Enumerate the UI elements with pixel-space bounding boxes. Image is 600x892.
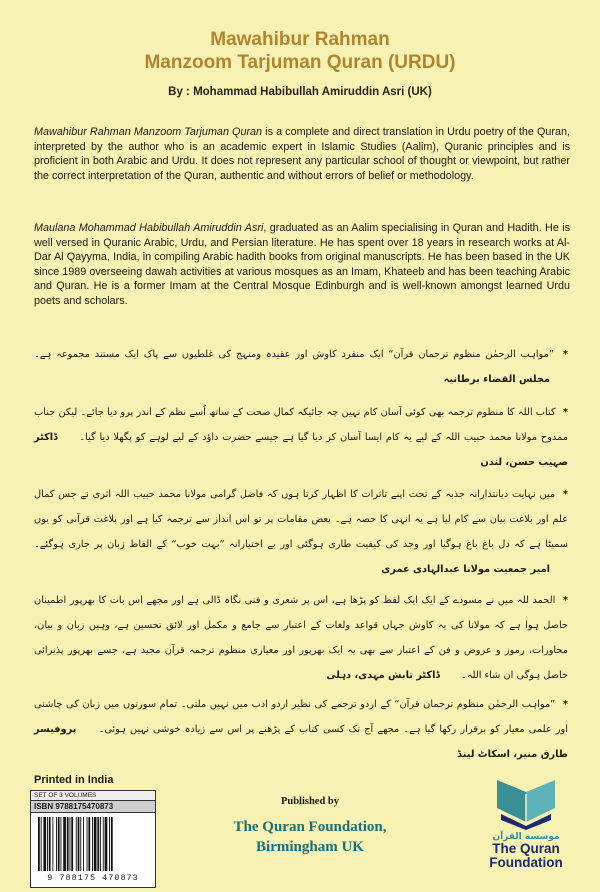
title-line-2: Manzoom Tarjuman Quran (URDU) (144, 52, 456, 73)
author-name-inline: Maulana Mohammad Habibullah Amiruddin Asri (34, 222, 264, 234)
barcode-panel (30, 790, 156, 888)
header (0, 28, 600, 98)
review-5 (34, 692, 568, 767)
isbn-label: ISBN 9788175470873 (31, 801, 155, 813)
set-label: SET OF 3 VOLUMES (31, 791, 155, 801)
publisher-block (190, 796, 430, 857)
review-1 (34, 342, 568, 392)
open-book-icon (491, 778, 561, 830)
review-2-text: کتاب اللہ کا منظوم ترجمہ بھی کوئی آسان کام نہیں چہ جائیکہ کمال صحت کے ساتھ اُسے نظم کے اندر پرو دیا جائے۔ لیکن جناب ممدوح مولانا محمد حبیب اللہ کے لیے یہ کام ایسا آسان کر دیا گیا ہے جیسے حضرت داؤد کے لیے لوہے کو پگھلا دیا گیا۔ (34, 407, 568, 443)
bullet: * (562, 349, 568, 360)
publisher-logo (476, 778, 576, 890)
author-line: By : Mohammad Habibullah Amiruddin Asri (UK) (168, 86, 432, 98)
review-2 (34, 400, 568, 475)
bullet: * (562, 595, 568, 606)
review-5-text: ”مواہب الرحمٰن منظوم ترجمان قرآن“ کے اردو ترجمے کی نظیر اردو ادب میں نہیں ملتی۔ تمام سورتوں میں زبان کی چاشنی اور علمی معیار کو برقرار رکھا گیا ہے۔ مجھے آج تک کسی کتاب کے پڑھنے پر اس سے زیادہ خوشی نہیں ہوئی۔ (34, 699, 568, 735)
bullet: * (562, 699, 568, 710)
footer (0, 770, 600, 892)
publisher-city: Birmingham UK (256, 839, 364, 855)
review-1-text: ”مواہب الرحمٰن منظوم ترجمان قرآن“ ایک منفرد کاوش اور عقیدہ ومنہج کی غلطیوں سے پاک ایک مستند مجموعہ ہے۔ (34, 349, 555, 360)
logo-line-2: Foundation (489, 855, 563, 870)
review-5-signature: پروفیسر طارق منیر، اسکاٹ لینڈ (34, 724, 568, 760)
review-4-signature: ڈاکٹر تابش مہدی، دہلی (326, 670, 440, 681)
printed-in-label: Printed in India (34, 774, 114, 786)
logo-arabic-text: موسسة القرآن (492, 832, 560, 842)
review-2-signature: ڈاکٹر صہیب حسن، لندن (34, 432, 568, 468)
book-title-inline: Mawahibur Rahman Manzoom Tarjuman Quran (34, 126, 263, 138)
published-by-label: Published by (280, 796, 340, 807)
review-1-signature: مجلس القضاء برطانیہ (443, 374, 550, 385)
review-4 (34, 588, 568, 688)
review-3 (34, 482, 568, 582)
description-paragraph (34, 125, 570, 183)
title-line-1: Mawahibur Rahman (210, 29, 390, 50)
description-text: is a complete and direct translation in Urdu poetry of the Quran, interpreted by the author who is an academic expert in Islamic Studies (Aalim), Quranic principles and is proficient in both Arabic and Urdu. It does not represent any particular school of thought or viewpoint, but rather the correct interpretation of the Quran, authentic and without errors of belief or methodology. (34, 126, 570, 182)
bullet: * (562, 489, 568, 500)
logo-line-1: The Quran (492, 841, 560, 856)
review-3-text: میں نہایت دیانتدارانہ جذبہ کے تحت اپنے تاثرات کا اظہار کرتا ہوں کہ فاضل گرامی مولانا محمد حبیب اللہ اثری نے جس کمال علم اور بلاغت بیان سے کام لیا ہے یہ انہی کا حصہ ہے۔ بعض مقامات پر تو اس انداز سے ترجمہ کیا ہے اور بلاغت قرآنی کو یوں سمیٹا ہے کہ دل باغ باغ ہوگیا اور وجد کی کیفیت طاری ہوگئی اور بے اختیارانہ ”بہت خوب“ کے الفاظ زبان پر جاری ہوگئے۔ (34, 489, 568, 550)
barcode-icon (37, 817, 149, 871)
publisher-name: The Quran Foundation, (233, 819, 387, 835)
author-bio-text: , graduated as an Aalim specialising in Quran and Hadith. He is well versed in Quranic Arabic, Urdu, and Persian literature. He has spent over 18 years in research works at Al-Dar Al Qayyma, India, in compiling Arabic hadith books from original manuscripts. He has been based in the UK since 1989 overseeing dawah activities at various mosques as an Imam, Khateeb and has been teaching Arabic and Quran. He is a former Imam at the Central Mosque Edinburgh and is well-known amongst learned Urdu poets and scholars. (34, 222, 570, 307)
barcode-number: 9 788175 470873 (47, 873, 139, 883)
review-4-text: الحمد للہ میں نے مسودے کے ایک ایک لفظ کو پڑھا ہے، اس پر شعری و فنی نگاہ ڈالی ہے اور مجھے اس بات کا بھرپور اطمینان حاصل ہوا ہے کہ مولانا کی یہ کاوش جہاں قواعد ولغات کے اعتبار سے جامع و مکمل اور لائق تحسین ہے، وہیں زبان و بیان، محاورات، رموز و عروض و فن کے اعتبار سے بھی یہ ایک بھرپور اور معیاری منظوم ترجمہ قرآن مجید ہے، جسے بھرپور پذیرائی حاصل ہوگی ان شاء اللہ۔ (34, 595, 568, 681)
author-bio-paragraph (34, 221, 570, 309)
bullet: * (562, 407, 568, 418)
review-3-signature: امیر جمعیت مولانا عبدالہادی عمری (381, 564, 550, 575)
